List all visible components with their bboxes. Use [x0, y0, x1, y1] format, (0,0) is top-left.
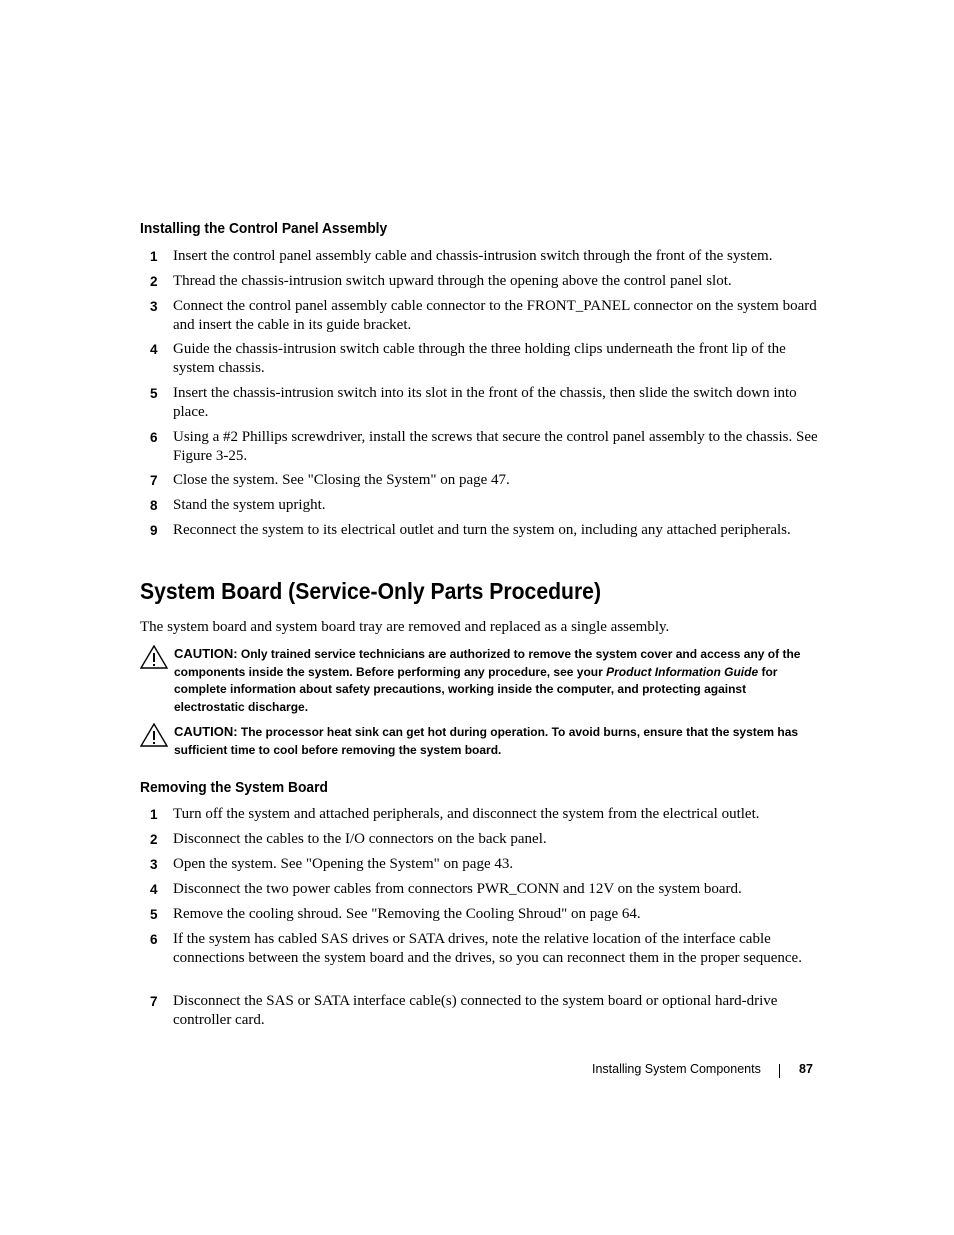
- step-number: 5: [150, 386, 158, 401]
- step-text: Disconnect the cables to the I/O connectors on the back panel.: [173, 831, 547, 847]
- guide-reference: Product Information Guide: [606, 664, 759, 679]
- caution-text: [174, 645, 819, 716]
- warning-triangle-icon: [140, 645, 168, 669]
- caution-text: [174, 723, 819, 759]
- step-number: 2: [150, 274, 158, 289]
- step-text: Insert the chassis-intrusion switch into its slot in the front of the chassis, then slide the switch down into place.: [173, 385, 797, 420]
- step-number: 5: [150, 907, 158, 922]
- section-heading-removing-board: Removing the System Board: [140, 779, 328, 796]
- step-text: Remove the cooling shroud. See "Removing the Cooling Shroud" on page 64.: [173, 906, 641, 922]
- caution-label: CAUTION:: [174, 724, 238, 739]
- step-text: Thread the chassis-intrusion switch upward through the opening above the control panel slot.: [173, 273, 732, 289]
- step-text: Disconnect the two power cables from connectors PWR_CONN and 12V on the system board.: [173, 881, 742, 897]
- warning-triangle-icon: [140, 723, 168, 747]
- step-number: 6: [150, 430, 158, 445]
- step-text: Disconnect the SAS or SATA interface cable(s) connected to the system board or optional hard-drive controller card.: [173, 993, 778, 1028]
- step-text: Reconnect the system to its electrical outlet and turn the system on, including any attached peripherals.: [173, 522, 791, 538]
- footer-divider: [779, 1064, 780, 1078]
- step-number: 4: [150, 882, 158, 897]
- step-number: 8: [150, 498, 158, 513]
- step-number: 1: [150, 249, 158, 264]
- caution-label: CAUTION:: [174, 646, 238, 661]
- step-number: 6: [150, 932, 158, 947]
- caution-body: for complete information about safety precautions, working inside the computer, and protecting against electrostatic discharge.: [174, 664, 778, 714]
- step-number: 3: [150, 299, 158, 314]
- step-number: 7: [150, 473, 158, 488]
- section-heading-control-panel: Installing the Control Panel Assembly: [140, 220, 388, 237]
- intro-paragraph: The system board and system board tray are removed and replaced as a single assembly.: [140, 619, 670, 635]
- caution-body: Only trained service technicians are authorized to remove the system cover and access any of the components inside the system. Before performing any procedure, see your: [174, 647, 801, 679]
- step-text: Close the system. See "Closing the System" on page 47.: [173, 472, 510, 488]
- step-number: 3: [150, 857, 158, 872]
- step-text: Connect the control panel assembly cable connector to the FRONT_PANEL connector on the system board and insert the cable in its guide bracket.: [173, 298, 817, 333]
- step-text: Turn off the system and attached peripherals, and disconnect the system from the electrical outlet.: [173, 806, 760, 822]
- step-text: If the system has cabled SAS drives or SATA drives, note the relative location of the interface cable connections between the system board and the drives, so you can reconnect them in the proper sequence.: [173, 931, 802, 966]
- step-text: Using a #2 Phillips screwdriver, install the screws that secure the control panel assembly to the chassis. See Figure 3-25.: [173, 429, 818, 464]
- step-number: 9: [150, 523, 158, 538]
- page-title: System Board (Service-Only Parts Procedure): [140, 578, 602, 604]
- caution-body: The processor heat sink can get hot during operation. To avoid burns, ensure that the system has sufficient time to cool before removing the system board.: [174, 725, 799, 757]
- step-text: Open the system. See "Opening the System" on page 43.: [173, 856, 514, 872]
- page-number: 87: [799, 1062, 813, 1076]
- step-text: Guide the chassis-intrusion switch cable through the three holding clips underneath the front lip of the system chassis.: [173, 341, 786, 376]
- step-number: 1: [150, 807, 158, 822]
- step-text: Stand the system upright.: [173, 497, 326, 513]
- step-number: 7: [150, 994, 158, 1009]
- step-number: 2: [150, 832, 158, 847]
- step-number: 4: [150, 342, 158, 357]
- footer-section-label: Installing System Components: [592, 1062, 761, 1076]
- step-text: Insert the control panel assembly cable and chassis-intrusion switch through the front of the system.: [173, 248, 773, 264]
